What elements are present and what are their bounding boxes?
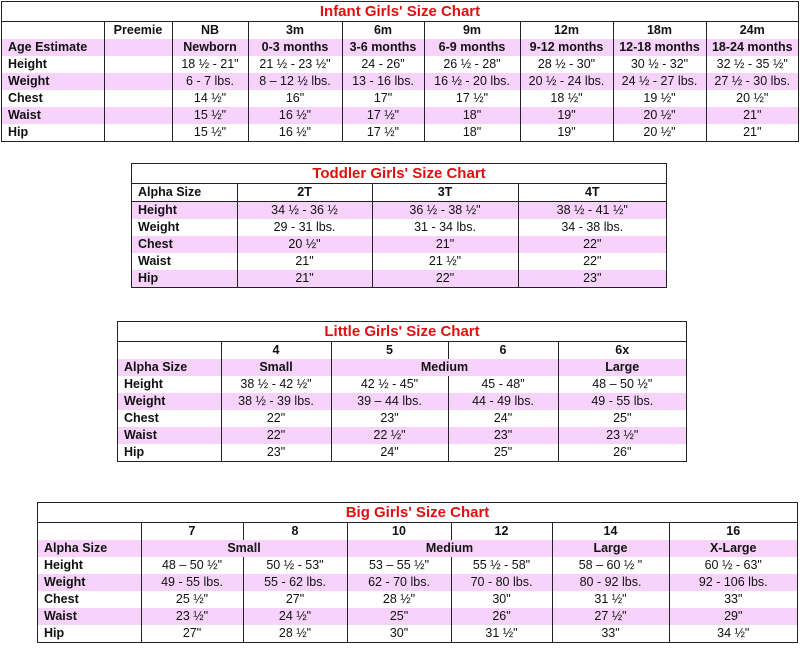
table-cell: 32 ½ - 35 ½" bbox=[706, 56, 798, 73]
size-header: 16 bbox=[669, 523, 797, 540]
table-cell: 58 – 60 ½ " bbox=[552, 557, 669, 574]
table-cell: 24 - 26" bbox=[342, 56, 424, 73]
table-row bbox=[118, 410, 686, 427]
table-cell: 38 ½ - 41 ½" bbox=[518, 202, 666, 220]
table-cell: 17" bbox=[342, 90, 424, 107]
table-row bbox=[132, 219, 666, 236]
table-cell: 21" bbox=[237, 253, 372, 270]
row-label: Height bbox=[124, 377, 163, 391]
table-cell: 14 ½" bbox=[172, 90, 248, 107]
table-cell: 15 ½" bbox=[172, 107, 248, 124]
table-row bbox=[2, 90, 798, 107]
table-cell: 28 ½" bbox=[347, 591, 451, 608]
size-header: 4T bbox=[518, 184, 666, 202]
size-header: 12 bbox=[451, 523, 552, 540]
table-cell: 21" bbox=[372, 236, 518, 253]
table-cell: 27" bbox=[243, 591, 347, 608]
table-cell: 38 ½ - 39 lbs. bbox=[221, 393, 331, 410]
age-cell: 3-6 months bbox=[342, 39, 424, 56]
row-label: Weight bbox=[2, 73, 104, 90]
alpha-cell: Medium bbox=[347, 540, 552, 557]
table-row bbox=[132, 236, 666, 253]
table-cell: 16 ½ - 20 lbs. bbox=[424, 73, 520, 90]
table-cell: 55 ½ - 58" bbox=[451, 557, 552, 574]
table-cell: 62 - 70 lbs. bbox=[347, 574, 451, 591]
table-row bbox=[2, 73, 798, 90]
table-row bbox=[118, 393, 686, 410]
table-cell bbox=[104, 90, 172, 107]
table-cell: 17 ½" bbox=[342, 124, 424, 141]
row-label: Weight bbox=[118, 393, 221, 410]
table-row bbox=[38, 608, 797, 625]
infant-size-chart bbox=[1, 1, 799, 142]
table-cell: 49 - 55 lbs. bbox=[558, 393, 686, 410]
table-cell: 20 ½" bbox=[706, 90, 798, 107]
table-cell: 33" bbox=[552, 625, 669, 642]
table-cell: 53 – 55 ½" bbox=[347, 557, 451, 574]
table-cell: 22" bbox=[372, 270, 518, 287]
size-header: 24m bbox=[706, 22, 798, 39]
big-size-chart bbox=[37, 502, 798, 643]
table-cell: 31 ½" bbox=[451, 625, 552, 642]
table-cell: 16" bbox=[248, 90, 342, 107]
table-cell: 21 ½ - 23 ½" bbox=[248, 56, 342, 73]
table-cell: 22" bbox=[518, 253, 666, 270]
table-cell: 22 ½" bbox=[331, 427, 448, 444]
age-cell: 0-3 months bbox=[248, 39, 342, 56]
size-header: 4 bbox=[221, 342, 331, 359]
table-cell: 26" bbox=[558, 444, 686, 461]
row-label: Age Estimate bbox=[2, 39, 104, 56]
table-cell: 50 ½ - 53" bbox=[243, 557, 347, 574]
table-cell: 28 ½" bbox=[243, 625, 347, 642]
row-label: Weight bbox=[38, 574, 141, 591]
alpha-cell: Small bbox=[141, 540, 347, 557]
alpha-cell: Medium bbox=[331, 359, 558, 376]
table-cell: 45 - 48" bbox=[448, 376, 558, 393]
age-cell: 6-9 months bbox=[424, 39, 520, 56]
row-label: Waist bbox=[2, 107, 104, 124]
table-cell: 42 ½ - 45" bbox=[331, 376, 448, 393]
table-cell: 26 ½ - 28" bbox=[424, 56, 520, 73]
table-cell: 80 - 92 lbs. bbox=[552, 574, 669, 591]
table-cell: 24 ½" bbox=[243, 608, 347, 625]
table-cell: 18 ½" bbox=[520, 90, 613, 107]
table-cell: 22" bbox=[518, 236, 666, 253]
table-row bbox=[2, 22, 798, 39]
table-cell: 23 ½" bbox=[141, 608, 243, 625]
table-cell: 21 ½" bbox=[372, 253, 518, 270]
table-cell: 16 ½" bbox=[248, 107, 342, 124]
table-cell: 34 - 38 lbs. bbox=[518, 219, 666, 236]
row-label: Hip bbox=[8, 125, 29, 139]
row-label: Hip bbox=[44, 626, 65, 640]
table-row bbox=[38, 557, 797, 574]
table-cell: 13 - 16 lbs. bbox=[342, 73, 424, 90]
age-cell: 12-18 months bbox=[613, 39, 706, 56]
row-label: Alpha Size bbox=[132, 184, 237, 202]
table-row bbox=[38, 574, 797, 591]
table-cell: 29" bbox=[669, 608, 797, 625]
row-label: Hip bbox=[132, 270, 237, 287]
table-cell: 31 ½" bbox=[552, 591, 669, 608]
table-cell: 19" bbox=[520, 124, 613, 141]
table-cell: 29 - 31 lbs. bbox=[237, 219, 372, 236]
table-cell: 30 ½ - 32" bbox=[613, 56, 706, 73]
table-cell: 28 ½ - 30" bbox=[520, 56, 613, 73]
table-cell bbox=[104, 56, 172, 73]
table-cell: 38 ½ - 42 ½" bbox=[221, 376, 331, 393]
size-header: 6 bbox=[448, 342, 558, 359]
size-header: 12m bbox=[520, 22, 613, 39]
table-row bbox=[132, 202, 666, 220]
table-cell: 19 ½" bbox=[613, 90, 706, 107]
table-cell: 6 - 7 lbs. bbox=[172, 73, 248, 90]
table-cell: 24 ½ - 27 lbs. bbox=[613, 73, 706, 90]
row-label: Chest bbox=[124, 411, 159, 425]
row-label: Waist bbox=[118, 427, 221, 444]
table-cell: 23" bbox=[331, 410, 448, 427]
toddler-table bbox=[132, 184, 666, 287]
table-cell: 48 – 50 ½" bbox=[558, 376, 686, 393]
row-label: Height bbox=[8, 57, 47, 71]
table-cell: 34 ½" bbox=[669, 625, 797, 642]
table-row bbox=[118, 359, 686, 376]
size-header: 3T bbox=[372, 184, 518, 202]
table-row bbox=[2, 124, 798, 141]
table-cell: 30" bbox=[347, 625, 451, 642]
row-label: Alpha Size bbox=[38, 540, 141, 557]
table-cell bbox=[104, 73, 172, 90]
table-cell: 20 ½" bbox=[237, 236, 372, 253]
table-cell bbox=[104, 107, 172, 124]
size-header: 18m bbox=[613, 22, 706, 39]
table-cell: 22" bbox=[221, 427, 331, 444]
table-cell bbox=[104, 124, 172, 141]
size-header: 2T bbox=[237, 184, 372, 202]
table-cell: 92 - 106 lbs. bbox=[669, 574, 797, 591]
table-row bbox=[132, 184, 666, 202]
alpha-cell: Small bbox=[221, 359, 331, 376]
table-row bbox=[2, 56, 798, 73]
table-cell: 8 – 12 ½ lbs. bbox=[248, 73, 342, 90]
table-cell: 21" bbox=[237, 270, 372, 287]
size-header: 14 bbox=[552, 523, 669, 540]
row-label: Waist bbox=[38, 608, 141, 625]
alpha-cell: X-Large bbox=[669, 540, 797, 557]
table-cell: 17 ½" bbox=[424, 90, 520, 107]
size-header: 10 bbox=[347, 523, 451, 540]
row-label: Chest bbox=[8, 91, 43, 105]
age-cell: 18-24 months bbox=[706, 39, 798, 56]
size-header: Preemie bbox=[104, 22, 172, 39]
row-label: Weight bbox=[138, 220, 180, 234]
row-label: Chest bbox=[132, 236, 237, 253]
table-cell: 22" bbox=[221, 410, 331, 427]
table-cell: 70 - 80 lbs. bbox=[451, 574, 552, 591]
table-cell: 18" bbox=[424, 124, 520, 141]
table-row bbox=[2, 107, 798, 124]
row-label: Waist bbox=[138, 254, 171, 268]
table-cell: 34 ½ - 36 ½ bbox=[237, 202, 372, 220]
age-cell: Newborn bbox=[172, 39, 248, 56]
table-cell: 23" bbox=[518, 270, 666, 287]
table-cell: 20 ½ - 24 lbs. bbox=[520, 73, 613, 90]
table-cell: 21" bbox=[706, 107, 798, 124]
age-cell bbox=[104, 39, 172, 56]
table-row bbox=[38, 523, 797, 540]
size-header: 7 bbox=[141, 523, 243, 540]
alpha-cell: Large bbox=[552, 540, 669, 557]
row-label: Hip bbox=[124, 445, 145, 459]
row-label: Height bbox=[44, 558, 83, 572]
big-table bbox=[38, 523, 797, 642]
table-row bbox=[38, 591, 797, 608]
little-table bbox=[118, 342, 686, 461]
table-row bbox=[118, 342, 686, 359]
table-row bbox=[118, 444, 686, 461]
age-cell: 9-12 months bbox=[520, 39, 613, 56]
row-label: Alpha Size bbox=[118, 359, 221, 376]
table-cell: 23 ½" bbox=[558, 427, 686, 444]
chart-title: Little Girls' Size Chart bbox=[118, 322, 686, 342]
size-header: NB bbox=[172, 22, 248, 39]
table-cell: 49 - 55 lbs. bbox=[141, 574, 243, 591]
table-cell: 18" bbox=[424, 107, 520, 124]
infant-table bbox=[2, 22, 798, 141]
little-size-chart bbox=[117, 321, 687, 462]
table-cell: 44 - 49 lbs. bbox=[448, 393, 558, 410]
table-cell: 20 ½" bbox=[613, 124, 706, 141]
table-cell: 25 ½" bbox=[141, 591, 243, 608]
table-cell: 20 ½" bbox=[613, 107, 706, 124]
size-header: 8 bbox=[243, 523, 347, 540]
table-cell: 25" bbox=[558, 410, 686, 427]
table-cell: 39 – 44 lbs. bbox=[331, 393, 448, 410]
table-row bbox=[132, 253, 666, 270]
chart-title: Big Girls' Size Chart bbox=[38, 503, 797, 523]
toddler-size-chart bbox=[131, 163, 667, 288]
size-header: 9m bbox=[424, 22, 520, 39]
table-row bbox=[118, 427, 686, 444]
table-cell: 60 ½ - 63" bbox=[669, 557, 797, 574]
table-cell: 23" bbox=[448, 427, 558, 444]
size-header: 6m bbox=[342, 22, 424, 39]
row-label: Chest bbox=[44, 592, 79, 606]
table-row bbox=[118, 376, 686, 393]
table-cell: 55 - 62 lbs. bbox=[243, 574, 347, 591]
table-row bbox=[2, 39, 798, 56]
table-cell: 27 ½" bbox=[552, 608, 669, 625]
table-cell: 31 - 34 lbs. bbox=[372, 219, 518, 236]
table-cell: 27" bbox=[141, 625, 243, 642]
table-cell: 18 ½ - 21" bbox=[172, 56, 248, 73]
alpha-cell: Large bbox=[558, 359, 686, 376]
table-cell: 25" bbox=[347, 608, 451, 625]
table-cell: 17 ½" bbox=[342, 107, 424, 124]
table-cell: 36 ½ - 38 ½" bbox=[372, 202, 518, 220]
table-cell: 21" bbox=[706, 124, 798, 141]
table-cell: 25" bbox=[448, 444, 558, 461]
size-header: 3m bbox=[248, 22, 342, 39]
table-cell: 33" bbox=[669, 591, 797, 608]
row-label: Height bbox=[132, 202, 237, 220]
table-row bbox=[38, 625, 797, 642]
table-cell: 23" bbox=[221, 444, 331, 461]
table-cell: 48 – 50 ½" bbox=[141, 557, 243, 574]
table-row bbox=[38, 540, 797, 557]
table-cell: 15 ½" bbox=[172, 124, 248, 141]
table-row bbox=[132, 270, 666, 287]
size-header: 6x bbox=[558, 342, 686, 359]
table-cell: 30" bbox=[451, 591, 552, 608]
table-cell: 26" bbox=[451, 608, 552, 625]
table-cell: 16 ½" bbox=[248, 124, 342, 141]
chart-title: Infant Girls' Size Chart bbox=[2, 2, 798, 22]
table-cell: 24" bbox=[448, 410, 558, 427]
chart-title: Toddler Girls' Size Chart bbox=[132, 164, 666, 184]
table-cell: 19" bbox=[520, 107, 613, 124]
table-cell: 24" bbox=[331, 444, 448, 461]
table-cell: 27 ½ - 30 lbs. bbox=[706, 73, 798, 90]
size-header: 5 bbox=[331, 342, 448, 359]
